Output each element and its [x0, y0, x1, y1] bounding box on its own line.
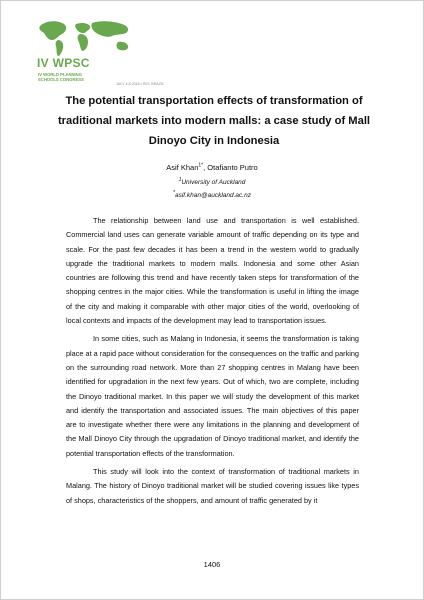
- contact-email: [40, 189, 384, 199]
- logo-tagline: JULY 4-8 2016 ▪ RIO, BRAZIL: [116, 82, 164, 86]
- author-2: , Otafianto Putro: [203, 163, 258, 172]
- congress-logo: [36, 18, 266, 90]
- paragraph-1: The relationship between land use and transportation is well established. Commercial land uses can generate variable amount of traffic depending on its type and scale. For the past few decades it has been a trend in the western world to gradually upgrade the traditional markets to modern malls. Indonesia and some other Asian countries are following this trend and have recently taken steps for transformation of the shopping centres in the major cities. While the transformation is useful in lifting the image of the city and making it comparable with other major cities of the world, overlooking of local contexts and impacts of the development may lead to transportation issues.: [66, 216, 359, 326]
- author-1: Asif Khan: [166, 163, 199, 172]
- author-1-mark: 1*: [198, 162, 204, 169]
- page-number: 1406: [203, 560, 221, 569]
- abstract-body: [66, 214, 359, 512]
- author-line: [40, 163, 384, 172]
- logo-title: IV WPSC: [37, 56, 90, 70]
- logo-subtitle: IV WORLD PLANNING SCHOOLS CONGRESS: [38, 72, 84, 82]
- affiliation: [40, 176, 384, 186]
- affiliation-name: University of Auckland: [181, 179, 246, 186]
- paper-title: The potential transportation effects of transformation of traditional markets into modern malls: a case study of Mall Dinoyo City in Indonesia: [57, 95, 371, 147]
- email-mark: *: [173, 189, 175, 196]
- email-address: asif.khan@auckland.ac.nz: [174, 192, 251, 199]
- affiliation-mark: 1: [178, 176, 182, 183]
- paragraph-3: This study will look into the context of transformation of traditional markets in Malang. The history of Dinoyo traditional market will be studied covering issues like types of shops, characteristics of the shoppers, and amount of traffic generated by it: [66, 467, 359, 505]
- world-map-icon: [36, 18, 146, 58]
- paragraph-2: In some cities, such as Malang in Indonesia, it seems the transformation is taking place at a rapid pace without consideration for the consequences on the traffic and parking on the surrounding road network. More than 27 shopping centres in Malang have been identified for upgradation in the next few years. Out of which, two are complete, including the Dinoyo traditional market. In this paper we will study the development of this market and identify the transportation and associated issues. The main objectives of this paper are to investigate whether there were any limitations in the planning and development of the Mall Dinoyo City through the upgradation of Dinoyo traditional market, and identify the potential transportation effects of the transformation.: [66, 334, 359, 458]
